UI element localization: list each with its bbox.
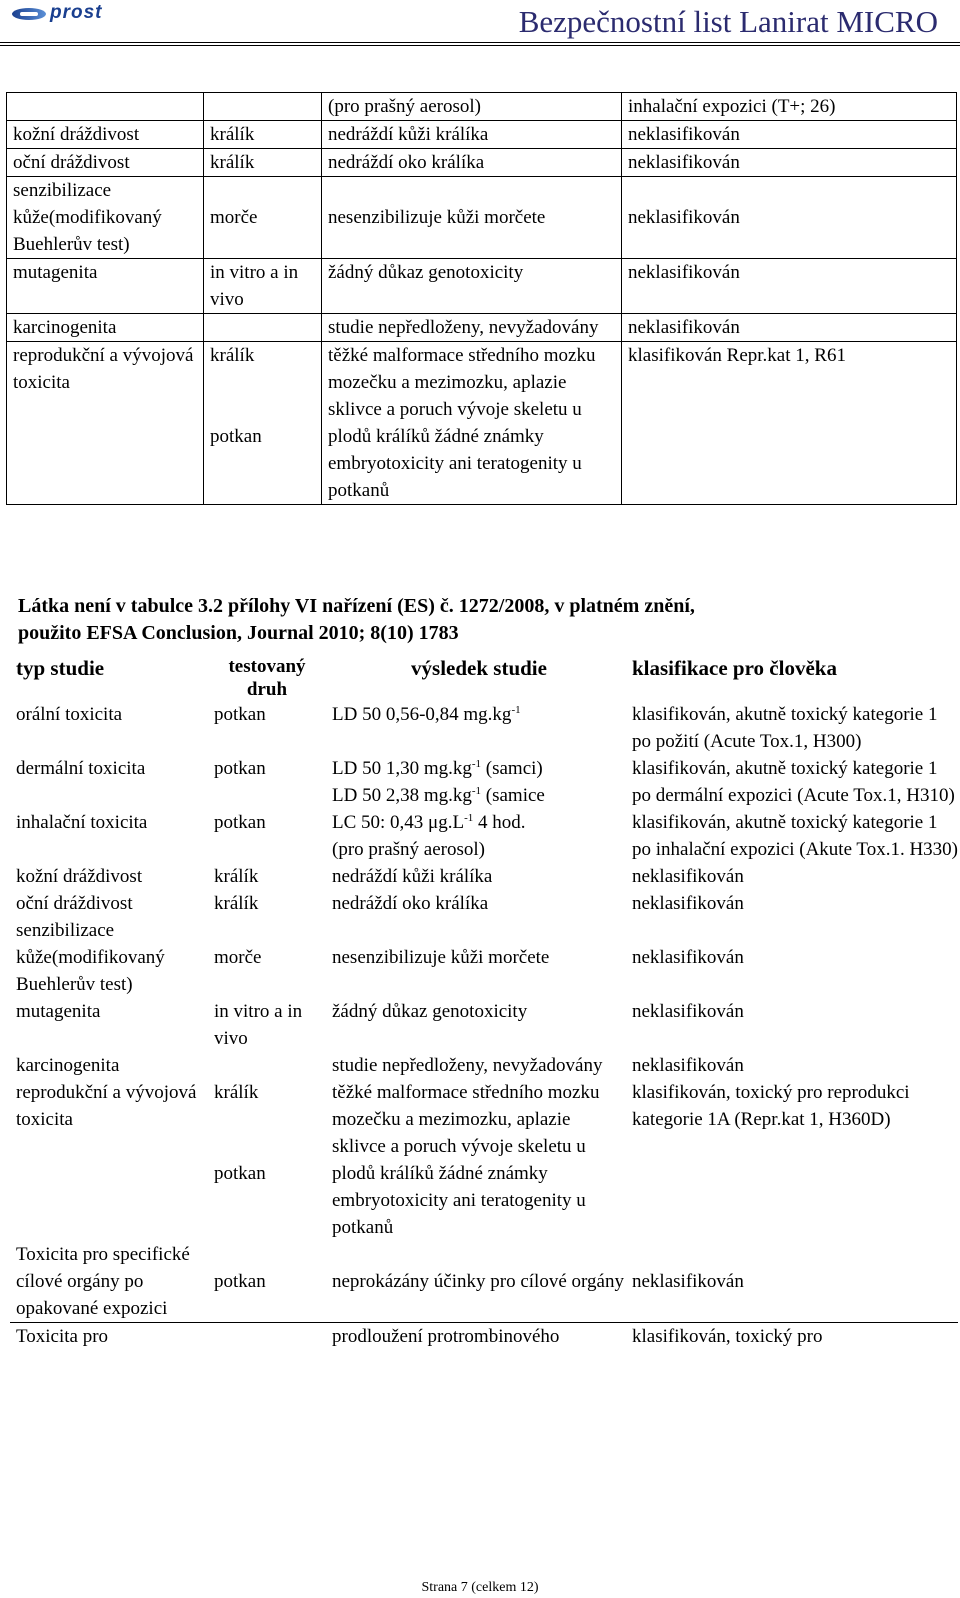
result-text: (pro prašný aerosol) (332, 839, 486, 860)
species-label: králík (210, 345, 255, 366)
table-cell: neklasifikován (632, 1055, 744, 1076)
table-cell: neklasifikován (626, 1241, 958, 1323)
table-cell: reprodukční a vývojová toxicita (7, 342, 204, 505)
table-cell: neklasifikován (632, 893, 744, 914)
table-cell: klasifikován, akutně toxický kategorie 1 po požití (Acute Tox.1, H300) (632, 704, 938, 752)
table-cell: in vitro a in vivo (204, 259, 322, 314)
table-cell (204, 93, 322, 121)
result-text: LC 50: 0,43 μg.L (332, 812, 465, 833)
result-text: 4 hod. (473, 812, 526, 833)
table-cell (204, 342, 322, 505)
result-text: (samci) (481, 758, 543, 779)
table-row (7, 259, 957, 314)
result-text: LD 50 2,38 mg.kg (332, 785, 472, 806)
column-header: testovaný druh (228, 656, 306, 700)
table-row (10, 998, 958, 1052)
table-row (10, 701, 958, 755)
table-cell: králík (214, 893, 259, 914)
table-cell (208, 1323, 326, 1351)
table-cell: klasifikován, toxický pro reprodukci kategorie 1A (Repr.kat 1, H360D) (632, 1082, 910, 1130)
table-row (10, 917, 958, 998)
table-cell: morče (204, 177, 322, 259)
table-cell: těžké malformace středního mozku mozečku a mezimozku, aplazie sklivce a poruch vývoje skeletu u plodů králíků žádné známky embryotoxicity ani teratogenity u potkanů (332, 1082, 600, 1238)
species-label: králík (214, 1082, 259, 1103)
table-cell (204, 314, 322, 342)
column-header: výsledek studie (411, 656, 547, 680)
table-row (7, 93, 957, 121)
table-cell: králík (214, 866, 259, 887)
table-cell: nedráždí oko králíka (322, 149, 622, 177)
table-cell: (pro prašný aerosol) (322, 93, 622, 121)
table-row (10, 890, 958, 917)
note-line-1: Látka není v tabulce 3.2 přílohy VI nařízení (ES) č. 1272/2008, v platném znění, (18, 595, 695, 617)
table-cell: neklasifikován (632, 947, 744, 968)
column-header: klasifikace pro člověka (632, 656, 837, 680)
table-cell: potkan (214, 758, 266, 779)
table-cell: králík (204, 149, 322, 177)
result-text: (samice (481, 785, 545, 806)
table-row (10, 1241, 958, 1323)
logo-text: prost (50, 2, 103, 23)
table-cell: neklasifikován (622, 177, 957, 259)
table-cell: potkan (214, 704, 266, 725)
table-cell (326, 755, 626, 809)
table-row (10, 863, 958, 890)
table-cell: Toxicita pro specifické cílové orgány po opakované expozici (10, 1241, 208, 1323)
table-cell: oční dráždivost (7, 149, 204, 177)
table-cell (7, 93, 204, 121)
table-row (7, 177, 957, 259)
table-cell: neklasifikován (632, 866, 744, 887)
table-cell: reprodukční a vývojová toxicita (16, 1082, 197, 1130)
table-cell: neklasifikován (622, 259, 957, 314)
column-header: typ studie (16, 656, 105, 680)
table-cell (208, 1052, 326, 1079)
table-cell: senzibilizace kůže(modifikovaný Buehlerův test) (16, 920, 165, 995)
table-cell: klasifikován Repr.kat 1, R61 (622, 342, 957, 505)
table-cell: nedráždí kůži králíka (322, 121, 622, 149)
table-row (7, 342, 957, 505)
header-rule-2 (0, 45, 960, 46)
table-row (10, 1052, 958, 1079)
table-cell: neklasifikován (622, 149, 957, 177)
species-label: potkan (210, 426, 262, 447)
table-cell: nesenzibilizuje kůži morčete (332, 947, 550, 968)
superscript: -1 (471, 758, 482, 770)
toxicity-table-2 (10, 655, 958, 1350)
table-row (7, 314, 957, 342)
table-cell (208, 1079, 326, 1241)
table-cell: Toxicita pro (16, 1326, 109, 1347)
page-number: Strana 7 (celkem 12) (421, 1580, 539, 1595)
table-cell: prodloužení protrombinového (332, 1326, 560, 1347)
table-cell: karcinogenita (16, 1055, 120, 1076)
table-row (7, 121, 957, 149)
superscript: -1 (471, 785, 482, 797)
table-cell: mutagenita (16, 1001, 101, 1022)
table-cell: mutagenita (7, 259, 204, 314)
table-cell: kožní dráždivost (7, 121, 204, 149)
table-cell: senzibilizace kůže(modifikovaný Buehlerův test) (7, 177, 204, 259)
table-cell: inhalační toxicita (16, 812, 148, 833)
table-cell: žádný důkaz genotoxicity (332, 1001, 528, 1022)
document-title: Bezpečnostní list Lanirat MICRO (518, 4, 938, 39)
table-cell: morče (214, 947, 262, 968)
table-cell: karcinogenita (7, 314, 204, 342)
table-cell: nedráždí oko králíka (332, 893, 489, 914)
table-cell (326, 701, 626, 755)
table-cell: neprokázány účinky pro cílové orgány (326, 1241, 626, 1323)
table-cell: klasifikován, toxický pro (632, 1326, 823, 1347)
table-cell: žádný důkaz genotoxicity (322, 259, 622, 314)
table-row (10, 809, 958, 863)
table-cell: dermální toxicita (16, 758, 146, 779)
table-cell: studie nepředloženy, nevyžadovány (332, 1055, 603, 1076)
table-row (10, 1079, 958, 1241)
table-cell: orální toxicita (16, 704, 123, 725)
table-row (10, 755, 958, 809)
species-label: potkan (214, 1163, 266, 1184)
table-cell: nesenzibilizuje kůži morčete (322, 177, 622, 259)
table-cell: inhalační expozici (T+; 26) (622, 93, 957, 121)
table-cell: in vitro a in vivo (214, 1001, 303, 1049)
result-text: LD 50 1,30 mg.kg (332, 758, 472, 779)
note-line-2: použito EFSA Conclusion, Journal 2010; 8(10) 1783 (18, 622, 459, 644)
table-cell: potkan (214, 812, 266, 833)
toxicity-table-1 (6, 92, 957, 505)
company-logo (12, 2, 147, 23)
superscript: -1 (464, 812, 474, 824)
table-cell: kožní dráždivost (16, 866, 143, 887)
table-cell: těžké malformace středního mozku mozečku a mezimozku, aplazie sklivce a poruch vývoje skeletu u plodů králíků žádné známky embryotoxicity ani teratogenity u potkanů (322, 342, 622, 505)
table-cell: oční dráždivost (16, 893, 133, 914)
table-cell: klasifikován, akutně toxický kategorie 1 po inhalační expozici (Akute Tox.1. H330) (632, 812, 958, 860)
header-rule (0, 42, 960, 43)
table-cell: neklasifikován (622, 314, 957, 342)
logo-ellipse-icon (12, 8, 46, 20)
table-cell: králík (204, 121, 322, 149)
table-cell: studie nepředloženy, nevyžadovány (322, 314, 622, 342)
table-row (10, 1323, 958, 1351)
table-cell: klasifikován, akutně toxický kategorie 1 po dermální expozici (Acute Tox.1, H310) (632, 758, 955, 806)
table-row (7, 149, 957, 177)
result-text: LD 50 0,56-0,84 mg.kg (332, 704, 512, 725)
table-header-row (10, 655, 958, 701)
table-cell: neklasifikován (632, 1001, 744, 1022)
table-cell (326, 809, 626, 863)
table-cell: nedráždí kůži králíka (332, 866, 493, 887)
superscript: -1 (511, 704, 521, 716)
table-cell: potkan (208, 1241, 326, 1323)
table-cell: neklasifikován (622, 121, 957, 149)
